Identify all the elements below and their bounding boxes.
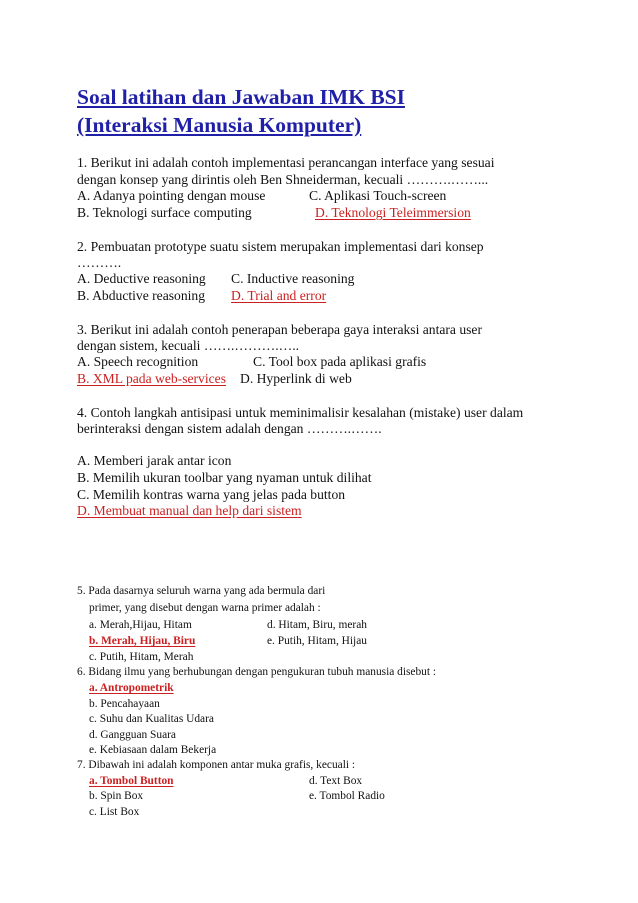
q3-stem-line-2: dengan sistem, kecuali …….……….….. xyxy=(77,338,299,353)
q4-option-a: A. Memberi jarak antar icon xyxy=(77,453,232,468)
q7-option-a-answer: a. Tombol Button xyxy=(89,775,174,787)
q6-option-b: b. Pencahayaan xyxy=(89,698,160,710)
title-line-2: (Interaksi Manusia Komputer) xyxy=(77,113,362,137)
q6-option-a-answer: a. Antropometrik xyxy=(89,682,174,694)
q5-stem-line-2: primer, yang disebut dengan warna primer adalah : xyxy=(89,602,321,614)
q3-option-c: C. Tool box pada aplikasi grafis xyxy=(253,354,427,369)
q4-option-b: B. Memilih ukuran toolbar yang nyaman untuk dilihat xyxy=(77,470,372,485)
q2-stem-line-1: 2. Pembuatan prototype suatu sistem merupakan implementasi dari konsep xyxy=(77,239,484,254)
q7-option-e: e. Tombol Radio xyxy=(309,790,385,802)
q2-options-row-1 xyxy=(77,270,617,287)
q5-stem-line-1: 5. Pada dasarnya seluruh warna yang ada bermula dari xyxy=(77,585,326,597)
q1-option-b: B. Teknologi surface computing xyxy=(77,205,252,220)
q1-option-d-answer: D. Teknologi Teleimmersion xyxy=(315,205,471,220)
q4-option-d-answer: D. Membuat manual dan help dari sistem xyxy=(77,503,302,518)
page-title xyxy=(77,83,617,139)
q4-stem-line-1: 4. Contoh langkah antisipasi untuk meminimalisir kesalahan (mistake) user dalam xyxy=(77,405,524,420)
q3-stem-line-1: 3. Berikut ini adalah contoh penerapan beberapa gaya interaksi antara user xyxy=(77,322,482,337)
q5-option-a: a. Merah,Hijau, Hitam xyxy=(89,619,192,631)
q6-option-c: c. Suhu dan Kualitas Udara xyxy=(89,713,214,725)
q2-stem-line-2: ………. xyxy=(77,255,122,270)
q3-option-b-answer: B. XML pada web-services xyxy=(77,371,226,386)
q2-option-c: C. Inductive reasoning xyxy=(231,271,355,286)
q1-option-c: C. Aplikasi Touch-screen xyxy=(309,188,447,203)
q2-option-b: B. Abductive reasoning xyxy=(77,288,205,303)
q3-options-row-1 xyxy=(77,353,617,370)
q3-options-row-2 xyxy=(77,370,617,387)
title-line-1: Soal latihan dan Jawaban IMK BSI xyxy=(77,85,405,109)
q2-option-a: A. Deductive reasoning xyxy=(77,271,206,286)
q4-stem-line-2: berinteraksi dengan sistem adalah dengan ……….……. xyxy=(77,421,382,436)
q4-option-c: C. Memilih kontras warna yang jelas pada button xyxy=(77,487,346,502)
q2-options-row-2 xyxy=(77,287,617,304)
q3-option-a: A. Speech recognition xyxy=(77,354,199,369)
q1-stem-line-1: 1. Berikut ini adalah contoh implementasi perancangan interface yang sesuai xyxy=(77,155,495,170)
q7-option-d: d. Text Box xyxy=(309,775,363,787)
q7-stem: 7. Dibawah ini adalah komponen antar muka grafis, kecuali : xyxy=(77,759,356,771)
q6-stem: 6. Bidang ilmu yang berhubungan dengan pengukuran tubuh manusia disebut : xyxy=(77,666,437,678)
q1-stem-line-2: dengan konsep yang dirintis oleh Ben Shneiderman, kecuali ……….……... xyxy=(77,172,489,187)
q1-option-a: A. Adanya pointing dengan mouse xyxy=(77,188,266,203)
q2-option-d-answer: D. Trial and error xyxy=(231,288,327,303)
q5-option-b-answer: b. Merah, Hijau, Biru xyxy=(89,635,196,647)
q5-option-c: c. Putih, Hitam, Merah xyxy=(89,651,194,663)
q5-option-d: d. Hitam, Biru, merah xyxy=(267,619,367,631)
q5-option-e: e. Putih, Hitam, Hijau xyxy=(267,635,367,647)
q3-option-d: D. Hyperlink di web xyxy=(240,371,352,386)
q6-option-d: d. Gangguan Suara xyxy=(89,729,176,741)
q1-options-row-2 xyxy=(77,204,617,221)
q7-option-b: b. Spin Box xyxy=(89,790,144,802)
q1-options-row-1 xyxy=(77,187,617,204)
q6-option-e: e. Kebiasaan dalam Bekerja xyxy=(89,744,217,756)
q7-option-c: c. List Box xyxy=(89,806,140,818)
